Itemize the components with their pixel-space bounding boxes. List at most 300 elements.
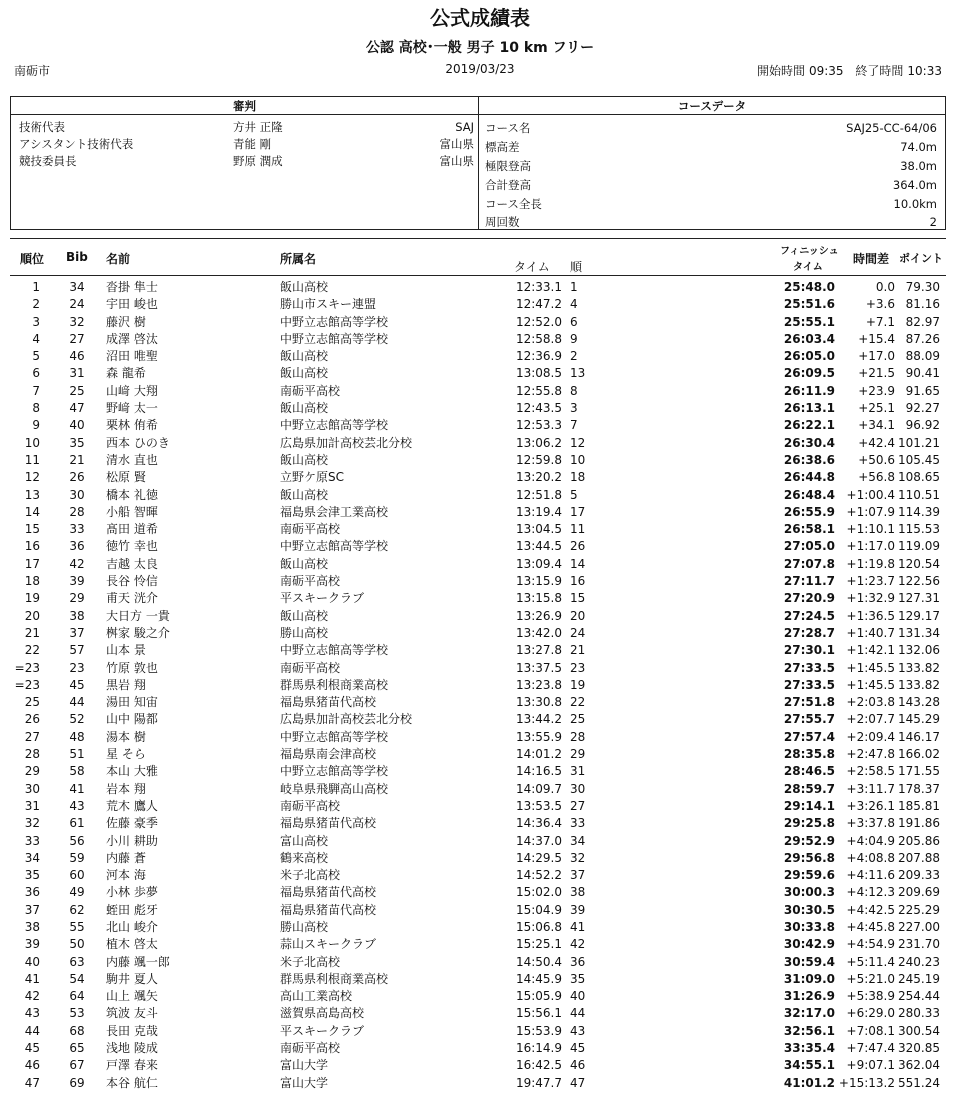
lap-rank: 33 — [570, 816, 586, 831]
lap-rank: 27 — [570, 798, 586, 813]
athlete-name: 長谷 怜信 — [106, 574, 158, 589]
finish-time: 29:52.9 — [783, 833, 835, 848]
fis-points: 96.92 — [905, 418, 940, 433]
athlete-club: 飯山高校 — [280, 556, 329, 571]
result-bib: 57 — [69, 643, 85, 658]
result-bib: 36 — [69, 539, 85, 554]
result-rank: 43 — [24, 1006, 40, 1021]
finish-time: 27:05.0 — [783, 539, 835, 554]
lap-rank: 30 — [570, 781, 586, 796]
lap-time: 15:53.9 — [515, 1023, 562, 1038]
result-rank: 7 — [32, 383, 40, 398]
result-rank: 10 — [24, 435, 40, 450]
result-row — [10, 729, 946, 746]
athlete-club: 鶴来高校 — [280, 850, 329, 865]
athlete-name: 内藤 蒼 — [106, 850, 146, 865]
col-name: 名前 — [106, 252, 131, 266]
time-behind: +3:26.1 — [846, 798, 895, 813]
result-row — [10, 314, 946, 331]
time-behind: +2:58.5 — [846, 764, 895, 779]
result-bib: 48 — [69, 729, 85, 744]
lap-rank: 37 — [570, 868, 586, 883]
lap-time: 15:02.0 — [515, 885, 562, 900]
athlete-name: 山上 颯矢 — [106, 989, 158, 1004]
result-rank: 8 — [32, 401, 40, 416]
lap-time: 12:58.8 — [515, 331, 562, 346]
result-row — [10, 331, 946, 348]
result-rank: 37 — [24, 902, 40, 917]
course-label: 周回数 — [485, 215, 520, 229]
time-behind: +6:29.0 — [846, 1006, 895, 1021]
result-rank: 11 — [24, 452, 40, 467]
time-behind: +1:17.0 — [846, 539, 895, 554]
result-row — [10, 365, 946, 382]
fis-points: 205.86 — [898, 833, 940, 848]
finish-time: 27:20.9 — [783, 591, 835, 606]
finish-time: 27:11.7 — [783, 574, 835, 589]
result-rank: 44 — [24, 1023, 40, 1038]
result-rank: 29 — [24, 764, 40, 779]
jury-org: 富山県 — [439, 154, 474, 168]
athlete-club: 平スキークラブ — [280, 591, 365, 606]
time-behind: +15.4 — [858, 331, 895, 346]
athlete-club: 福島県猪苗代高校 — [280, 885, 377, 900]
lap-time: 14:52.2 — [515, 868, 562, 883]
result-row — [10, 746, 946, 763]
lap-rank: 28 — [570, 729, 586, 744]
lap-time: 12:33.1 — [515, 280, 562, 294]
time-behind: +1:40.7 — [846, 625, 895, 640]
result-bib: 45 — [69, 677, 85, 692]
result-bib: 28 — [69, 504, 85, 519]
athlete-club: 飯山高校 — [280, 401, 329, 416]
lap-rank: 41 — [570, 919, 586, 934]
results-title: 公式成績表 — [430, 6, 530, 30]
result-row — [10, 1005, 946, 1022]
race-times — [749, 62, 942, 79]
athlete-club: 滋賀県高島高校 — [280, 1006, 365, 1021]
athlete-name: 藤沢 樹 — [106, 314, 146, 329]
lap-time: 14:50.4 — [515, 954, 562, 969]
time-behind: +1:42.1 — [846, 643, 895, 658]
result-row — [10, 452, 946, 469]
result-rank: 32 — [24, 816, 40, 831]
course-row — [479, 157, 945, 176]
finish-time: 26:48.4 — [783, 487, 835, 502]
time-behind: +3:11.7 — [846, 781, 895, 796]
fis-points: 209.69 — [898, 885, 940, 900]
athlete-name: 小川 耕助 — [106, 833, 158, 848]
fis-points: 280.33 — [898, 1006, 940, 1021]
finish-time: 30:59.4 — [783, 954, 835, 969]
athlete-club: 勝山高校 — [280, 625, 329, 640]
fis-points: 131.34 — [898, 625, 940, 640]
fis-points: 90.41 — [905, 366, 940, 381]
lap-time: 13:44.2 — [515, 712, 562, 727]
result-row — [10, 469, 946, 486]
time-behind: +21.5 — [858, 366, 895, 381]
time-behind: +1:45.5 — [846, 660, 895, 675]
course-value: 38.0m — [900, 159, 937, 173]
fis-points: 133.82 — [898, 660, 940, 675]
finish-time: 30:30.5 — [783, 902, 835, 917]
result-row — [10, 694, 946, 711]
time-behind: +56.8 — [858, 470, 895, 485]
lap-rank: 23 — [570, 660, 586, 675]
lap-time: 14:16.5 — [515, 764, 562, 779]
athlete-club: 富山大学 — [280, 1075, 329, 1090]
fis-points: 240.23 — [898, 954, 940, 969]
fis-points: 101.21 — [898, 435, 940, 450]
result-rank: 5 — [32, 349, 40, 364]
athlete-name: 佐藤 豪季 — [106, 816, 158, 831]
result-row — [10, 296, 946, 313]
time-behind: +42.4 — [858, 435, 895, 450]
lap-rank: 25 — [570, 712, 586, 727]
result-rank: 2 — [32, 297, 40, 312]
venue: 南砺市 — [14, 64, 51, 78]
finish-time: 29:59.6 — [783, 868, 835, 883]
fis-points: 178.37 — [898, 781, 940, 796]
athlete-name: 河本 海 — [106, 868, 146, 883]
jury-name: 野原 潤成 — [233, 154, 283, 168]
athlete-name: 本谷 航仁 — [106, 1075, 158, 1090]
fis-points: 207.88 — [898, 850, 940, 865]
result-rank: 18 — [24, 574, 40, 589]
result-rank: 42 — [24, 989, 40, 1004]
course-value: SAJ25-CC-64/06 — [846, 121, 937, 135]
athlete-name: 森 龍希 — [106, 366, 146, 381]
fis-points: 87.26 — [905, 331, 940, 346]
course-row — [479, 119, 945, 138]
course-label: 合計登高 — [485, 178, 531, 192]
time-behind: +1:32.9 — [846, 591, 895, 606]
result-bib: 30 — [69, 487, 85, 502]
course-value: 74.0m — [900, 140, 937, 154]
result-row — [10, 1057, 946, 1074]
result-bib: 65 — [69, 1041, 85, 1056]
athlete-club: 中野立志館高等学校 — [280, 764, 389, 779]
result-row — [10, 988, 946, 1005]
result-rank: 14 — [24, 504, 40, 519]
finish-time: 26:58.1 — [783, 522, 835, 537]
lap-rank: 20 — [570, 608, 586, 623]
result-rank: 21 — [24, 625, 40, 640]
athlete-club: 勝山高校 — [280, 919, 329, 934]
time-behind: +2:07.7 — [846, 712, 895, 727]
finish-time: 27:33.5 — [783, 660, 835, 675]
course-value: 364.0m — [892, 178, 937, 192]
lap-time: 13:15.9 — [515, 574, 562, 589]
col-lap-rank: 順 — [570, 260, 583, 274]
result-row — [10, 660, 946, 677]
finish-time: 26:44.8 — [783, 470, 835, 485]
result-row — [10, 1040, 946, 1057]
result-row — [10, 348, 946, 365]
jury-role: アシスタント技術代表 — [19, 137, 134, 151]
athlete-club: 中野立志館高等学校 — [280, 314, 389, 329]
fis-points: 551.24 — [898, 1075, 940, 1090]
result-bib: 62 — [69, 902, 85, 917]
time-behind: +5:21.0 — [846, 971, 895, 986]
lap-rank: 19 — [570, 677, 586, 692]
jury-role: 競技委員長 — [19, 154, 77, 168]
finish-time: 30:33.8 — [783, 919, 835, 934]
fis-points: 191.86 — [898, 816, 940, 831]
athlete-name: 小林 歩夢 — [106, 885, 158, 900]
results-header — [10, 238, 946, 276]
athlete-club: 中野立志館高等学校 — [280, 539, 389, 554]
athlete-name: 栗林 侑希 — [106, 418, 158, 433]
result-bib: 51 — [69, 747, 85, 762]
fis-points: 81.16 — [905, 297, 940, 312]
result-bib: 31 — [69, 366, 85, 381]
result-rank: 33 — [24, 833, 40, 848]
result-bib: 24 — [69, 297, 85, 312]
result-rank: 41 — [24, 971, 40, 986]
finish-time: 27:51.8 — [783, 695, 835, 710]
result-rank: 26 — [24, 712, 40, 727]
time-behind: +1:23.7 — [846, 574, 895, 589]
lap-rank: 31 — [570, 764, 586, 779]
result-row — [10, 400, 946, 417]
athlete-club: 飯山高校 — [280, 487, 329, 502]
athlete-club: 岐阜県飛騨高山高校 — [280, 781, 389, 796]
athlete-club: 中野立志館高等学校 — [280, 418, 389, 433]
lap-rank: 14 — [570, 556, 586, 571]
lap-rank: 38 — [570, 885, 586, 900]
result-row — [10, 556, 946, 573]
lap-time: 12:52.0 — [515, 314, 562, 329]
athlete-club: 飯山高校 — [280, 608, 329, 623]
lap-time: 13:53.5 — [515, 798, 562, 813]
results-list — [10, 279, 946, 1092]
lap-time: 12:43.5 — [515, 401, 562, 416]
result-bib: 44 — [69, 695, 85, 710]
lap-time: 13:09.4 — [515, 556, 562, 571]
result-row — [10, 1075, 946, 1092]
finish-time: 26:38.6 — [783, 452, 835, 467]
result-rank: 19 — [24, 591, 40, 606]
athlete-name: 桝家 駿之介 — [106, 625, 170, 640]
athlete-club: 群馬県利根商業高校 — [280, 971, 389, 986]
athlete-name: 湯田 知宙 — [106, 695, 158, 710]
jury-heading: 審判 — [11, 97, 478, 115]
result-row — [10, 573, 946, 590]
result-row — [10, 538, 946, 555]
lap-rank: 40 — [570, 989, 586, 1004]
time-behind: +1:07.9 — [846, 504, 895, 519]
col-finish-line1: フィニッシュ — [780, 246, 839, 257]
finish-time: 30:42.9 — [783, 937, 835, 952]
result-rank: =23 — [14, 677, 40, 692]
fis-points: 108.65 — [898, 470, 940, 485]
fis-points: 227.00 — [898, 919, 940, 934]
col-bib: Bib — [66, 250, 88, 264]
result-bib: 33 — [69, 522, 85, 537]
result-rank: 25 — [24, 695, 40, 710]
result-rank: 34 — [24, 850, 40, 865]
lap-time: 15:56.1 — [515, 1006, 562, 1021]
athlete-club: 南砺平高校 — [280, 798, 341, 813]
result-row — [10, 798, 946, 815]
athlete-club: 中野立志館高等学校 — [280, 331, 389, 346]
athlete-club: 米子北高校 — [280, 868, 341, 883]
time-behind: +9:07.1 — [846, 1058, 895, 1073]
time-behind: +2:47.8 — [846, 747, 895, 762]
lap-time: 16:14.9 — [515, 1041, 562, 1056]
time-behind: +5:11.4 — [846, 954, 895, 969]
course-label: コース名 — [485, 121, 531, 135]
athlete-club: 勝山市スキー連盟 — [280, 297, 377, 312]
athlete-name: 植木 啓太 — [106, 937, 158, 952]
athlete-name: 星 そら — [106, 747, 146, 762]
result-row — [10, 521, 946, 538]
lap-rank: 15 — [570, 591, 586, 606]
lap-time: 15:06.8 — [515, 919, 562, 934]
fis-points: 105.45 — [898, 452, 940, 467]
athlete-club: 南砺平高校 — [280, 660, 341, 675]
finish-time: 34:55.1 — [783, 1058, 835, 1073]
athlete-name: 松原 賢 — [106, 470, 146, 485]
lap-rank: 12 — [570, 435, 586, 450]
jury-row — [11, 119, 478, 136]
lap-time: 14:36.4 — [515, 816, 562, 831]
athlete-name: 野﨑 太一 — [106, 401, 158, 416]
jury-name: 青能 剛 — [233, 137, 272, 151]
result-row — [10, 608, 946, 625]
result-rank: 30 — [24, 781, 40, 796]
lap-rank: 9 — [570, 331, 578, 346]
lap-time: 14:01.2 — [515, 747, 562, 762]
time-behind: +4:11.6 — [846, 868, 895, 883]
jury-role: 技術代表 — [19, 120, 65, 134]
time-behind: +4:12.3 — [846, 885, 895, 900]
fis-points: 119.09 — [898, 539, 940, 554]
lap-time: 12:59.8 — [515, 452, 562, 467]
result-row — [10, 884, 946, 901]
result-rank: 38 — [24, 919, 40, 934]
lap-time: 16:42.5 — [515, 1058, 562, 1073]
fis-points: 209.33 — [898, 868, 940, 883]
athlete-name: 宇田 峻也 — [106, 297, 158, 312]
athlete-club: 高山工業高校 — [280, 989, 353, 1004]
result-bib: 37 — [69, 625, 85, 640]
athlete-name: 沓掛 隼士 — [106, 280, 158, 294]
result-bib: 55 — [69, 919, 85, 934]
athlete-name: 岩本 翔 — [106, 781, 146, 796]
time-behind: +15:13.2 — [838, 1075, 895, 1090]
fis-points: 79.30 — [905, 280, 940, 294]
result-row — [10, 781, 946, 798]
athlete-club: 福島県南会津高校 — [280, 747, 377, 762]
result-bib: 60 — [69, 868, 85, 883]
finish-time: 26:22.1 — [783, 418, 835, 433]
fis-points: 300.54 — [898, 1023, 940, 1038]
result-rank: 36 — [24, 885, 40, 900]
lap-rank: 17 — [570, 504, 586, 519]
result-bib: 56 — [69, 833, 85, 848]
time-behind: +1:10.1 — [846, 522, 895, 537]
athlete-club: 広島県加計高校芸北分校 — [280, 712, 413, 727]
fis-points: 132.06 — [898, 643, 940, 658]
athlete-name: 駒井 夏人 — [106, 971, 158, 986]
finish-time: 27:28.7 — [783, 625, 835, 640]
athlete-name: 山﨑 大翔 — [106, 383, 158, 398]
lap-rank: 45 — [570, 1041, 586, 1056]
athlete-club: 南砺平高校 — [280, 383, 341, 398]
result-row — [10, 954, 946, 971]
finish-time: 27:33.5 — [783, 677, 835, 692]
athlete-club: 福島県会津工業高校 — [280, 504, 389, 519]
lap-time: 14:29.5 — [515, 850, 562, 865]
result-rank: 22 — [24, 643, 40, 658]
time-behind: +5:38.9 — [846, 989, 895, 1004]
athlete-name: 沼田 唯聖 — [106, 349, 158, 364]
result-row — [10, 279, 946, 296]
athlete-name: 甫天 洸介 — [106, 591, 158, 606]
time-behind: +17.0 — [858, 349, 895, 364]
course-row — [479, 213, 945, 232]
fis-points: 145.29 — [898, 712, 940, 727]
result-rank: 47 — [24, 1075, 40, 1090]
officials-course-box — [10, 96, 946, 230]
finish-time: 26:13.1 — [783, 401, 835, 416]
lap-time: 12:51.8 — [515, 487, 562, 502]
athlete-club: 飯山高校 — [280, 349, 329, 364]
athlete-name: 内藤 颯一郎 — [106, 954, 170, 969]
result-row — [10, 971, 946, 988]
result-rank: 6 — [32, 366, 40, 381]
lap-time: 13:23.8 — [515, 677, 562, 692]
lap-rank: 21 — [570, 643, 586, 658]
result-rank: 40 — [24, 954, 40, 969]
time-behind: +4:42.5 — [846, 902, 895, 917]
lap-time: 13:06.2 — [515, 435, 562, 450]
lap-time: 13:20.2 — [515, 470, 562, 485]
time-behind: +1:45.5 — [846, 677, 895, 692]
result-bib: 58 — [69, 764, 85, 779]
result-rank: 31 — [24, 798, 40, 813]
time-behind: +1:19.8 — [846, 556, 895, 571]
time-behind: +3.6 — [865, 297, 895, 312]
result-bib: 50 — [69, 937, 85, 952]
lap-time: 13:27.8 — [515, 643, 562, 658]
lap-rank: 6 — [570, 314, 578, 329]
athlete-name: 荒木 鷹人 — [106, 798, 158, 813]
result-bib: 49 — [69, 885, 85, 900]
result-rank: 13 — [24, 487, 40, 502]
result-rank: 27 — [24, 729, 40, 744]
finish-time: 26:05.0 — [783, 349, 835, 364]
fis-points: 91.65 — [905, 383, 940, 398]
result-rank: 9 — [32, 418, 40, 433]
athlete-name: 髙田 道希 — [106, 522, 158, 537]
fis-points: 110.51 — [898, 487, 940, 502]
result-bib: 27 — [69, 331, 85, 346]
lap-rank: 42 — [570, 937, 586, 952]
result-bib: 23 — [69, 660, 85, 675]
lap-time: 15:05.9 — [515, 989, 562, 1004]
fis-points: 166.02 — [898, 747, 940, 762]
athlete-club: 立野ケ原SC — [280, 470, 344, 485]
race-subtitle: 公認 高校･一般 男子 10 km フリー — [365, 40, 595, 56]
lap-rank: 18 — [570, 470, 586, 485]
athlete-name: 小船 智暉 — [106, 504, 158, 519]
lap-rank: 39 — [570, 902, 586, 917]
result-row — [10, 902, 946, 919]
fis-points: 122.56 — [898, 574, 940, 589]
